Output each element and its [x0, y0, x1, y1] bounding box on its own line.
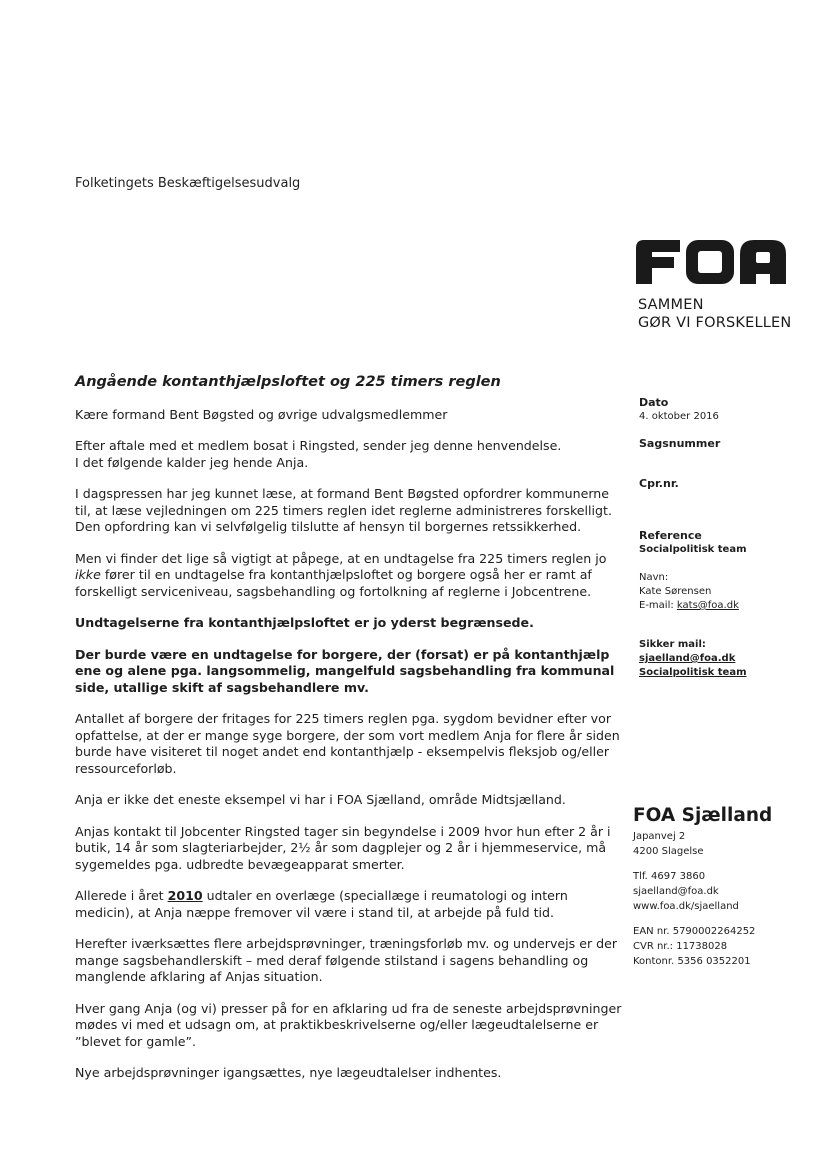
email-link[interactable]: kats@foa.dk	[676, 600, 739, 611]
sikker-label: Sikker mail:	[639, 639, 706, 650]
org-web[interactable]: www.foa.dk/sjaelland	[633, 901, 739, 912]
email-line	[639, 599, 739, 613]
sikker-mail-block	[639, 638, 747, 680]
p9-year: 2010	[167, 888, 203, 903]
paragraph-9	[75, 888, 625, 921]
p3-before: Men vi finder det lige så vigtigt at påpege, at en undtagelse fra 225 timers reglen jo	[75, 550, 607, 566]
logo-slogan	[638, 296, 791, 332]
dato-value: 4. oktober 2016	[639, 411, 719, 422]
paragraph-intro	[75, 438, 625, 471]
paragraph-4: Undtagelserne fra kontanthjælpsloftet er jo yderst begrænsede.	[75, 615, 534, 630]
paragraph-3	[75, 551, 625, 601]
org-address-2: 4200 Slagelse	[633, 846, 704, 857]
sagsnummer-label: Sagsnummer	[639, 437, 721, 450]
org-ean: EAN nr. 5790002264252	[633, 926, 756, 937]
email-label: E-mail:	[639, 600, 677, 611]
navn-label: Navn:	[639, 572, 669, 583]
paragraph-10: Herefter iværksættes flere arbejdsprøvninger, træningsforløb mv. og undervejs er der mange sagsbehandlerskift – med deraf følgende stilstand i sagens behandling og manglende afklaring af Anjas situation.	[75, 936, 618, 984]
dato-label: Dato	[639, 396, 669, 409]
intro-line-1: Efter aftale med et medlem bosat i Ringsted, sender jeg denne henvendelse.	[75, 438, 562, 453]
org-email[interactable]: sjaelland@foa.dk	[633, 886, 719, 897]
paragraph-6: Antallet af borgere der fritages for 225 timers reglen pga. sygdom bevidner efter vor opfattelse, at der er mange syge borgere, der som vort medlem Anja for flere år siden burde have visiteret til noget andet end kontanthjælp - eksempelvis fleksjob og/eller ressourceforløb.	[75, 711, 620, 776]
reference-label: Reference	[639, 529, 702, 542]
dato-block	[639, 396, 719, 424]
reference-value: Socialpolitisk team	[639, 544, 747, 555]
navn-value: Kate Sørensen	[639, 586, 712, 597]
org-address-1: Japanvej 2	[633, 831, 686, 842]
paragraph-11: Hver gang Anja (og vi) presser på for en afklaring ud fra de seneste arbejdsprøvninger mødes vi med et udsagn om, at praktikbeskrivelserne og/eller lægeudtalelserne er ”blevet for gamle”.	[75, 1000, 622, 1049]
sagsnummer-block	[639, 437, 720, 451]
foa-logo	[636, 240, 786, 284]
paragraph-8: Anjas kontakt til Jobcenter Ringsted tager sin begyndelse i 2009 hvor hun efter 2 år i butik, 14 år som slagteriarbejder, 2½ år som dagplejer og 2 år i hjemmeservice, må sygemeldes pga. udbredte bevægeapparat smerter.	[75, 823, 611, 872]
org-phone: Tlf. 4697 3860	[633, 871, 706, 882]
paragraph-12: Nye arbejdsprøvninger igangsættes, nye lægeudtalelser indhentes.	[75, 1065, 502, 1080]
paragraph-7: Anja er ikke det eneste eksempel vi har i FOA Sjælland, område Midtsjælland.	[75, 792, 566, 807]
letter-subject: Angående kontanthjælpsloftet og 225 timers reglen	[75, 374, 501, 390]
salutation: Kære formand Bent Bøgsted og øvrige udvalgsmedlemmer	[75, 406, 448, 422]
reference-block	[639, 529, 747, 557]
p9-after: udtaler en overlæge (speciallæge i reumatologi og intern medicin), at Anja næppe fremover vil være i stand til, at arbejde på fuld tid.	[75, 888, 568, 920]
slogan-line-2: GØR VI FORSKELLEN	[638, 315, 792, 331]
slogan-line-1: SAMMEN	[638, 297, 704, 313]
recipient: Folketingets Beskæftigelsesudvalg	[75, 176, 301, 191]
letter-body	[75, 374, 625, 1097]
sikker-email-link[interactable]: sjaelland@foa.dk	[639, 653, 736, 664]
cpr-label: Cpr.nr.	[639, 477, 679, 490]
org-kontonr: Kontonr. 5356 0352201	[633, 956, 751, 967]
paragraph-5: Der burde være en undtagelse for borgere, der (forsat) er på kontanthjælp ene og alene pga. langsommelig, mangelfuld sagsbehandling fra kommunal side, utallige skift af sagsbehandlere mv.	[75, 646, 615, 695]
p3-italic: ikke	[75, 567, 101, 582]
sikker-team-link[interactable]: Socialpolitisk team	[639, 667, 747, 678]
p3-after: fører til en undtagelse fra kontanthjælpsloftet og borgere også her er ramt af forskelligt serviceniveau, sagsbehandling og fortolkning af reglerne i Jobcentrene.	[75, 567, 592, 599]
cpr-block	[639, 477, 679, 491]
intro-line-2: I det følgende kalder jeg hende Anja.	[75, 454, 309, 470]
contact-block	[639, 571, 739, 613]
org-cvr: CVR nr.: 11738028	[633, 941, 728, 952]
foa-logo-graphic	[636, 240, 786, 284]
org-details	[633, 829, 755, 969]
org-name: FOA Sjælland	[633, 805, 773, 826]
p9-before: Allerede i året	[75, 888, 168, 903]
paragraph-2: I dagspressen har jeg kunnet læse, at formand Bent Bøgsted opfordrer kommunerne til, at læse vejledningen om 225 timers reglen idet reglerne administreres forskelligt. Den opfordring kan vi selvfølgelig tilslutte af hensyn til borgernes retssikkerhed.	[75, 486, 612, 534]
